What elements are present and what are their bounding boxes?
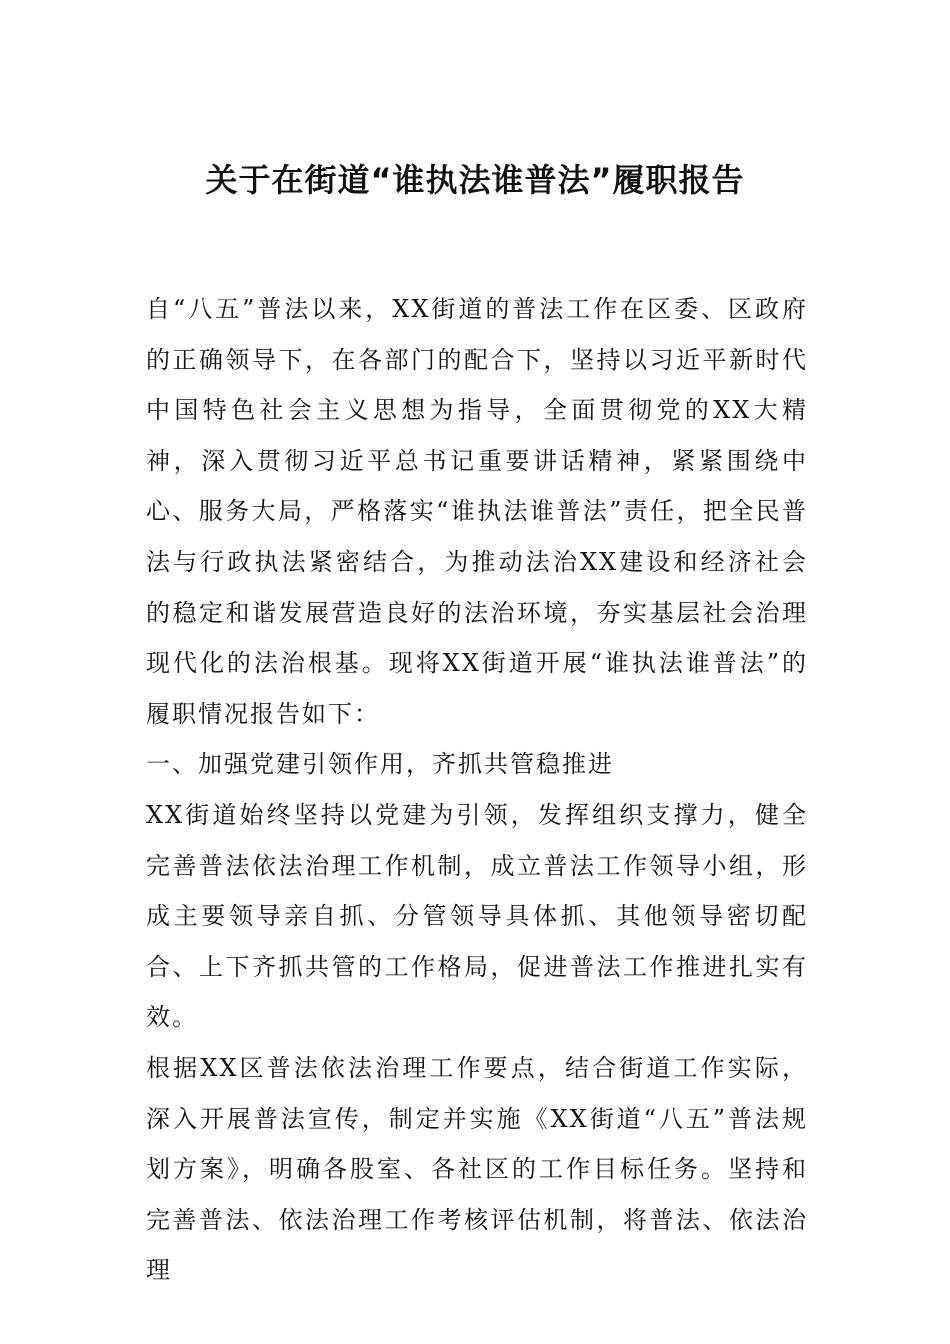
section-heading-1: 一、加强党建引领作用，齐抓共管稳推进 [146,750,614,779]
paragraph-party-building: XX街道始终坚持以党建为引领，发挥组织支撑力，健全完善普法依法治理工作机制，成立普法工作领导小组，形成主要领导亲自抓、分管领导具体抓、其他领导密切配合、上下齐抓共管的工作格局，促进普法工作推进扎实有效。 [146,800,808,1032]
document-body [146,284,808,1296]
paragraph-intro: 自“八五”普法以来，XX街道的普法工作在区委、区政府的正确领导下，在各部门的配合下，坚持以习近平新时代中国特色社会主义思想为指导，全面贯彻党的XX大精神，深入贯彻习近平总书记重要讲话精神，紧紧围绕中心、服务大局，严格落实“谁执法谁普法”责任，把全民普法与行政执法紧密结合，为推动法治XX建设和经济社会的稳定和谐发展营造良好的法治环境，夯实基层社会治理现代化的法治根基。现将XX街道开展“谁执法谁普法”的履职情况报告如下： [146,295,808,728]
document-title: 关于在街道“谁执法谁普法”履职报告 [205,161,745,199]
paragraph-plan: 根据XX区普法依法治理工作要点，结合街道工作实际，深入开展普法宣传，制定并实施《XX街道“八五”普法规划方案》，明确各股室、各社区的工作目标任务。坚持和完善普法、依法治理工作考核评估机制，将普法、依法治理 [146,1053,808,1285]
